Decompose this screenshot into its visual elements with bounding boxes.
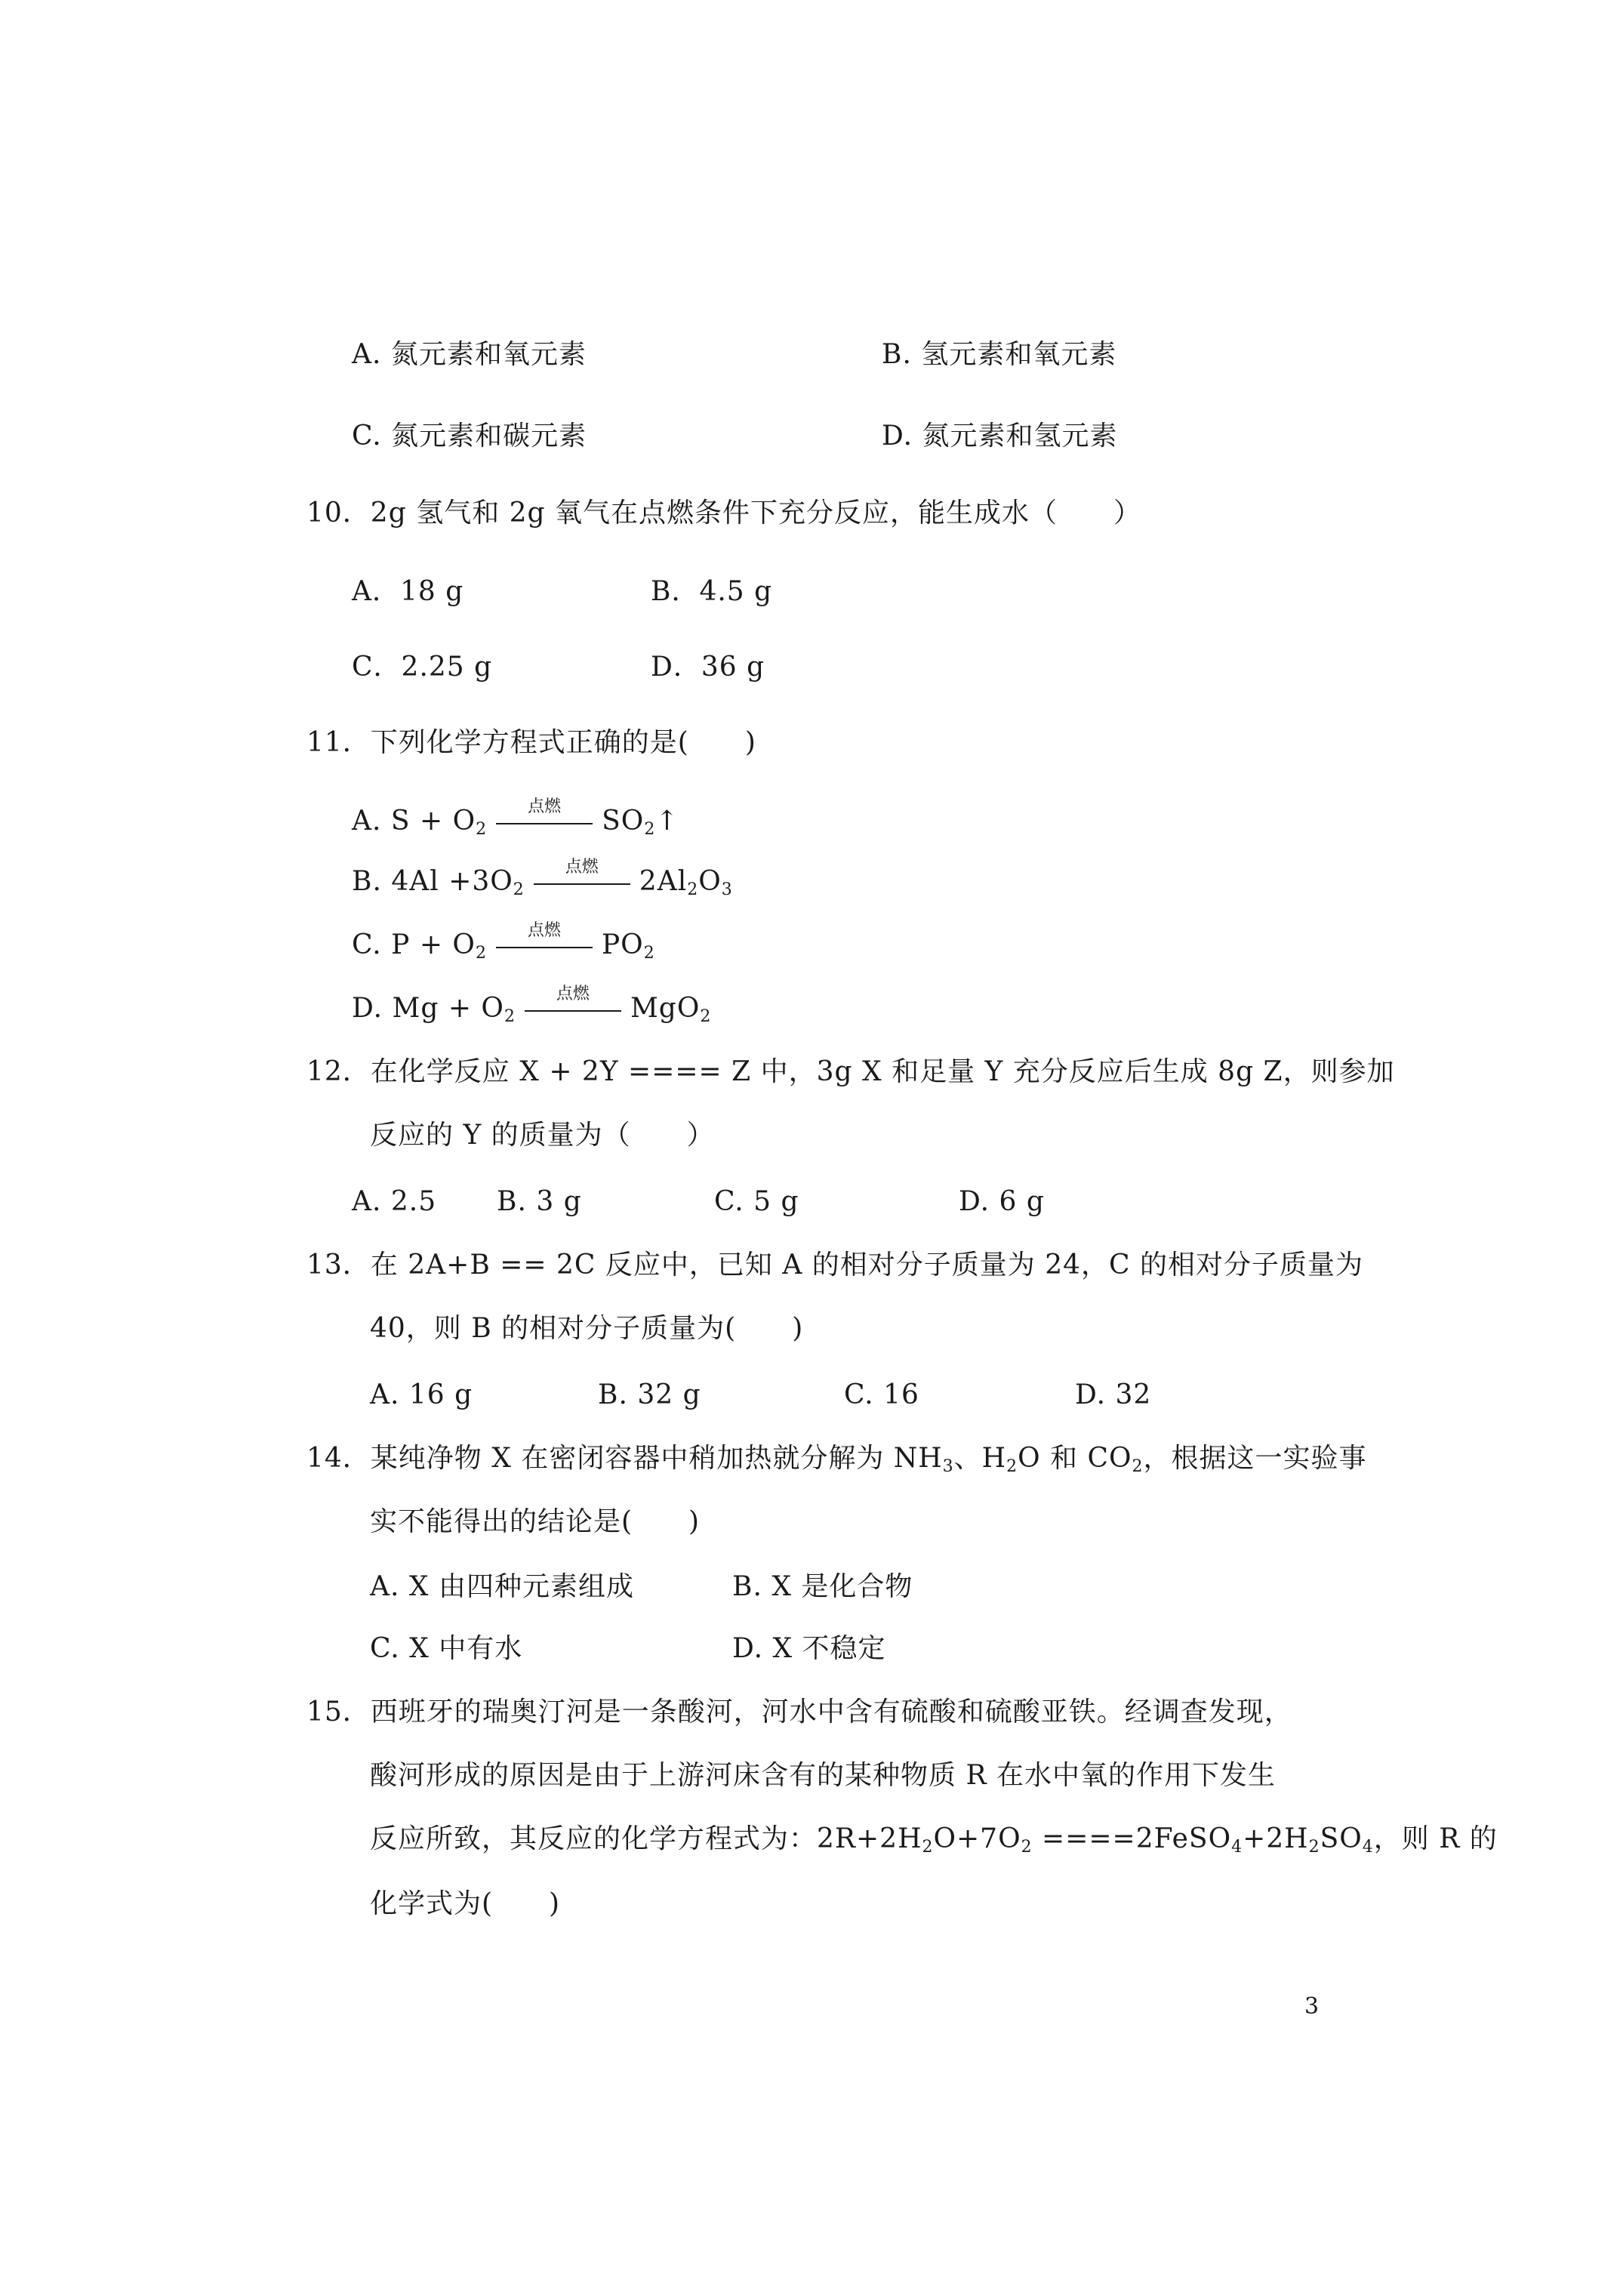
q15-stem-line4: 化学式为( ) — [370, 1888, 561, 1919]
q9-option-a: A. 氮元素和氧元素 — [352, 339, 587, 370]
q15-l3-t2: O+7O — [933, 1823, 1021, 1854]
condition-label: 点燃 — [556, 985, 590, 1003]
page-number: 3 — [1304, 1993, 1320, 2020]
q13-stem-line1: 13．在 2A+B == 2C 反应中，已知 A 的相对分子质量为 24，C 的相对分子质量为 — [306, 1250, 1364, 1281]
q11-option-b — [352, 858, 733, 899]
condition-label: 点燃 — [565, 858, 599, 877]
q11-a-sub2: 2 — [644, 820, 656, 839]
q15-l3-t4: +2H — [1243, 1823, 1309, 1854]
q10-option-a: A．18 g — [352, 576, 464, 607]
q13-option-d: D. 32 — [1075, 1379, 1152, 1410]
q15-stem-line2: 酸河形成的原因是由于上游河床含有的某种物质 R 在水中氧的作用下发生 — [370, 1760, 1276, 1791]
q11-b-product: 2Al — [639, 866, 688, 897]
q11-d-sub1: 2 — [504, 1007, 516, 1026]
q14-stem-line1 — [306, 1442, 1367, 1475]
q13-option-a: A. 16 g — [370, 1379, 473, 1410]
q12-option-a: A. 2.5 — [352, 1186, 437, 1217]
reaction-condition-arrow — [496, 797, 593, 838]
q11-d-prefix: D. Mg + O — [352, 993, 504, 1024]
q13-stem-line2: 40，则 B 的相对分子质量为( ) — [370, 1313, 804, 1344]
reaction-condition-arrow — [525, 985, 621, 1025]
q11-c-sub1: 2 — [475, 944, 487, 963]
condition-bar — [525, 1010, 621, 1012]
q15-l3-s4: 2 — [1308, 1838, 1320, 1857]
condition-bar — [534, 883, 630, 885]
q9-option-b: B. 氢元素和氧元素 — [882, 339, 1117, 370]
q15-l3-t1: 反应所致，其反应的化学方程式为：2R+2H — [370, 1823, 922, 1854]
condition-bar — [496, 947, 593, 948]
q14-option-b: B. X 是化合物 — [732, 1571, 913, 1602]
q11-b-sub2: 2 — [687, 880, 699, 899]
q9-option-c: C. 氮元素和碳元素 — [352, 421, 587, 451]
q14-l1-t3: O 和 CO — [1018, 1443, 1132, 1474]
q14-l1-t2: 、H — [953, 1443, 1007, 1474]
q13-option-c: C. 16 — [844, 1379, 919, 1410]
q11-c-sub2: 2 — [643, 944, 655, 963]
q12-stem-line2: 反应的 Y 的质量为（ ） — [370, 1120, 715, 1151]
q11-b-sub3: 3 — [721, 880, 733, 899]
q12-stem-line1: 12．在化学反应 X + 2Y ==== Z 中，3g X 和足量 Y 充分反应后生成 8g Z，则参加 — [306, 1056, 1395, 1087]
q15-l3-s5: 4 — [1362, 1838, 1374, 1857]
condition-label: 点燃 — [528, 797, 562, 816]
q11-a-sub1: 2 — [476, 820, 488, 839]
q15-stem-line3 — [370, 1823, 1498, 1856]
q14-l1-t4: ，根据这一实验事 — [1143, 1443, 1367, 1474]
q9-option-d: D. 氮元素和氢元素 — [882, 421, 1118, 451]
q10-option-b: B．4.5 g — [651, 576, 773, 607]
q11-option-a — [352, 797, 679, 839]
q11-stem: 11．下列化学方程式正确的是( ) — [306, 727, 756, 758]
q11-c-product: PO — [601, 929, 644, 960]
q10-stem: 10．2g 氢气和 2g 氧气在点燃条件下充分反应，能生成水（ ） — [306, 498, 1142, 529]
q15-l3-t3: ====2FeSO — [1032, 1823, 1232, 1854]
q12-option-d: D. 6 g — [959, 1186, 1045, 1217]
q11-a-prefix: A. S + O — [352, 806, 476, 837]
q11-option-d — [352, 985, 712, 1026]
q11-b-sub1: 2 — [513, 880, 525, 899]
q14-option-c: C. X 中有水 — [370, 1633, 523, 1664]
q11-option-c — [352, 921, 655, 963]
q15-l3-s1: 2 — [922, 1838, 934, 1857]
q12-option-c: C. 5 g — [714, 1186, 799, 1217]
q14-l1-s3: 2 — [1132, 1457, 1144, 1476]
q12-option-b: B. 3 g — [497, 1186, 582, 1217]
q11-a-product: SO — [602, 806, 645, 837]
q14-l1-s1: 3 — [942, 1457, 954, 1476]
q11-d-sub2: 2 — [700, 1007, 712, 1026]
q14-option-a: A. X 由四种元素组成 — [370, 1571, 634, 1602]
q15-l3-s2: 2 — [1021, 1838, 1033, 1857]
q15-l3-s3: 4 — [1231, 1838, 1243, 1857]
q11-c-prefix: C. P + O — [352, 929, 476, 960]
reaction-condition-arrow — [496, 921, 593, 962]
q15-l3-t5: SO — [1320, 1823, 1363, 1854]
gas-arrow-icon: ↑ — [655, 806, 679, 837]
q14-stem-line2: 实不能得出的结论是( ) — [370, 1506, 701, 1537]
q14-l1-s2: 2 — [1006, 1457, 1018, 1476]
reaction-condition-arrow — [534, 858, 630, 898]
condition-bar — [496, 823, 593, 824]
q11-b-mid: O — [698, 866, 722, 897]
q15-stem-line1: 15．西班牙的瑞奥汀河是一条酸河，河水中含有硫酸和硫酸亚铁。经调查发现， — [306, 1697, 1292, 1727]
q10-option-c: C．2.25 g — [352, 652, 493, 683]
q15-l3-t6: ，则 R 的 — [1373, 1823, 1498, 1854]
q11-d-product: MgO — [630, 993, 701, 1024]
q13-option-b: B. 32 g — [598, 1379, 701, 1410]
condition-label: 点燃 — [527, 921, 561, 940]
q10-option-d: D．36 g — [651, 652, 765, 683]
q14-l1-t1: 14．某纯净物 X 在密闭容器中稍加热就分解为 NH — [306, 1443, 943, 1474]
q14-option-d: D. X 不稳定 — [732, 1633, 886, 1664]
q11-b-prefix: B. 4Al +3O — [352, 866, 513, 897]
